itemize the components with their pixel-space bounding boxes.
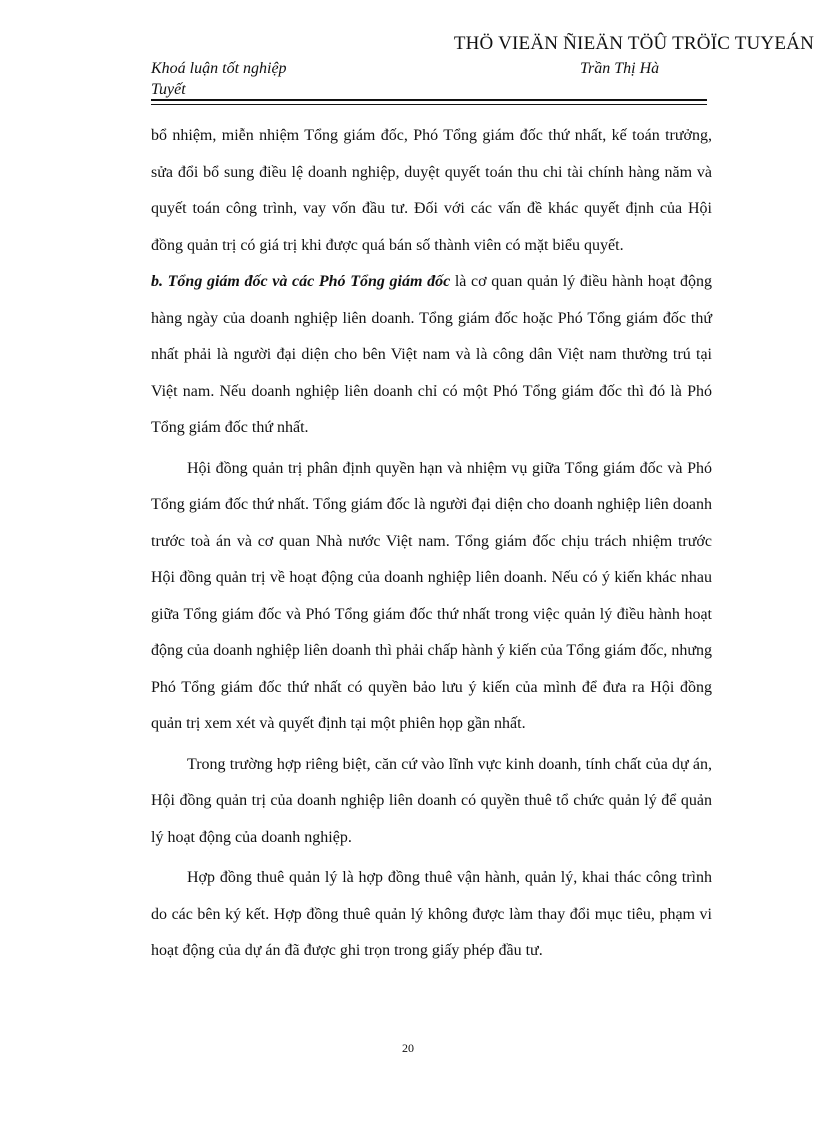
page-number: 20: [402, 1041, 414, 1055]
header-thesis-title: Khoá luận tốt nghiệp: [151, 60, 287, 77]
section-heading-b: b. Tổng giám đốc và các Phó Tổng giám đốc: [151, 273, 451, 290]
paragraph-5: Hợp đồng thuê quản lý là hợp đồng thuê vận hành, quản lý, khai thác công trình do các bên ký kết. Hợp đồng thuê quản lý không được làm thay đổi mục tiêu, phạm vi hoạt động của dự án đã được ghi trọn trong giấy phép đầu tư.: [151, 869, 712, 959]
paragraph-3: Hội đồng quản trị phân định quyền hạn và nhiệm vụ giữa Tổng giám đốc và Phó Tổng giám đốc thứ nhất. Tổng giám đốc là người đại diện cho doanh nghiệp liên doanh trước toà án và cơ quan Nhà nước Việt nam. Tổng giám đốc chịu trách nhiệm trước Hội đồng quản trị về hoạt động của doanh nghiệp liên doanh. Nếu có ý kiến khác nhau giữa Tổng giám đốc và Phó Tổng giám đốc thứ nhất trong việc quản lý điều hành hoạt động của doanh nghiệp liên doanh thì phải chấp hành ý kiến của Tổng giám đốc, nhưng Phó Tổng giám đốc thứ nhất có quyền bảo lưu ý kiến của mình để đưa ra Hội đồng quản trị xem xét và quyết định tại một phiên họp gần nhất.: [151, 459, 712, 732]
body-text: [151, 118, 712, 970]
header-divider: [151, 99, 707, 105]
paragraph-1: bổ nhiệm, miễn nhiệm Tổng giám đốc, Phó Tổng giám đốc thứ nhất, kế toán trưởng, sửa đổi bổ sung điều lệ doanh nghiệp, duyệt quyết toán thu chi tài chính hàng năm và quyết toán công trình, vay vốn đầu tư. Đối với các vấn đề khác quyết định của Hội đồng quản trị có giá trị khi được quá bán số thành viên có mặt biểu quyết.: [151, 127, 712, 254]
library-watermark: THÖ VIEÄN ÑIEÄN TÖÛ TRÖÏC TUYEÁN: [453, 33, 814, 54]
paragraph-2: [151, 264, 712, 447]
header-author-name-cont: Tuyết: [151, 81, 186, 98]
paragraph-2-text: là cơ quan quản lý điều hành hoạt động hàng ngày của doanh nghiệp liên doanh. Tổng giám đốc hoặc Phó Tổng giám đốc thứ nhất phải là người đại diện cho bên Việt nam và là công dân Việt nam thường trú tại Việt nam. Nếu doanh nghiệp liên doanh chỉ có một Phó Tổng giám đốc thì đó là Phó Tổng giám đốc thứ nhất.: [151, 273, 712, 436]
header-author-name: Trần Thị Hà: [580, 60, 660, 77]
paragraph-4: Trong trường hợp riêng biệt, căn cứ vào lĩnh vực kinh doanh, tính chất của dự án, Hội đồng quản trị của doanh nghiệp liên doanh có quyền thuê tổ chức quản lý để quản lý hoạt động của doanh nghiệp.: [151, 755, 712, 846]
